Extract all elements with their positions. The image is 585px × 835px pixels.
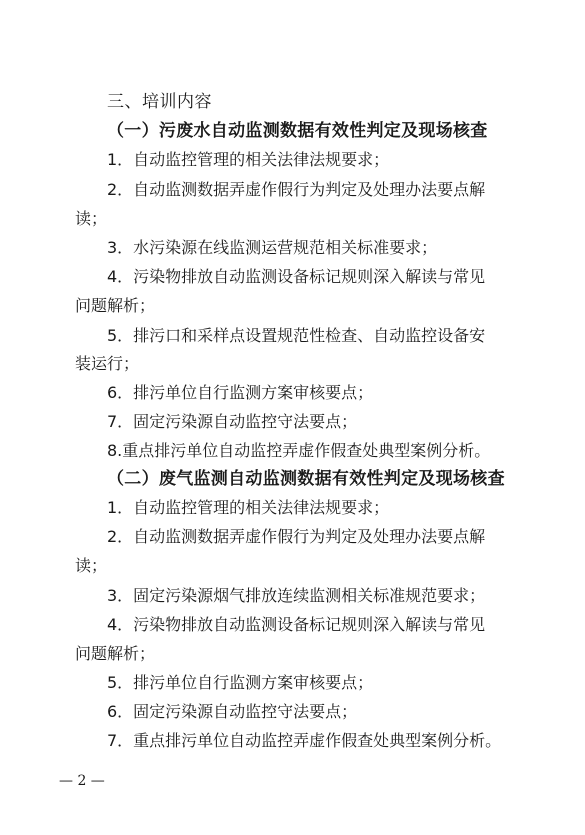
part1-item-2: 2．自动监测数据弄虚作假行为判定及处理办法要点解: [107, 180, 486, 199]
part1-item-5-cont: 装运行；: [75, 354, 140, 373]
part2-item-7: 7．重点排污单位自动监控弄虚作假查处典型案例分析。: [107, 731, 502, 750]
part1-heading: （一）污废水自动监测数据有效性判定及现场核查: [107, 121, 488, 141]
part1-item-4: 4．污染物排放自动监测设备标记规则深入解读与常见: [107, 267, 486, 286]
part2-item-4-cont: 问题解析；: [75, 644, 156, 663]
part1-item-1: 1．自动监控管理的相关法律法规要求；: [107, 150, 390, 169]
part2-item-6: 6．固定污染源自动监控守法要点；: [107, 702, 358, 721]
part2-item-2: 2．自动监测数据弄虚作假行为判定及处理办法要点解: [107, 527, 486, 546]
part1-item-3: 3．水污染源在线监测运营规范相关标准要求；: [107, 238, 438, 257]
part1-item-7: 7．固定污染源自动监控守法要点；: [107, 412, 358, 431]
page-number: — 2 —: [59, 773, 105, 789]
part1-item-8: 8.重点排污单位自动监控弄虚作假查处典型案例分析。: [107, 441, 491, 460]
part2-item-3: 3．固定污染源烟气排放连续监测相关标准规范要求；: [107, 586, 486, 605]
part2-heading: （二）废气监测自动监测数据有效性判定及现场核查: [107, 469, 505, 489]
part2-item-4: 4．污染物排放自动监测设备标记规则深入解读与常见: [107, 615, 486, 634]
section-title: 三、培训内容: [107, 92, 212, 112]
part1-item-4-cont: 问题解析；: [75, 296, 156, 315]
part2-item-1: 1．自动监控管理的相关法律法规要求；: [107, 498, 390, 517]
part1-item-6: 6．排污单位自行监测方案审核要点；: [107, 383, 374, 402]
part1-item-5: 5．排污口和采样点设置规范性检查、自动监控设备安: [107, 326, 486, 345]
part2-item-2-cont: 读；: [75, 556, 108, 575]
part2-item-5: 5．排污单位自行监测方案审核要点；: [107, 673, 374, 692]
part1-item-2-cont: 读；: [75, 209, 108, 228]
